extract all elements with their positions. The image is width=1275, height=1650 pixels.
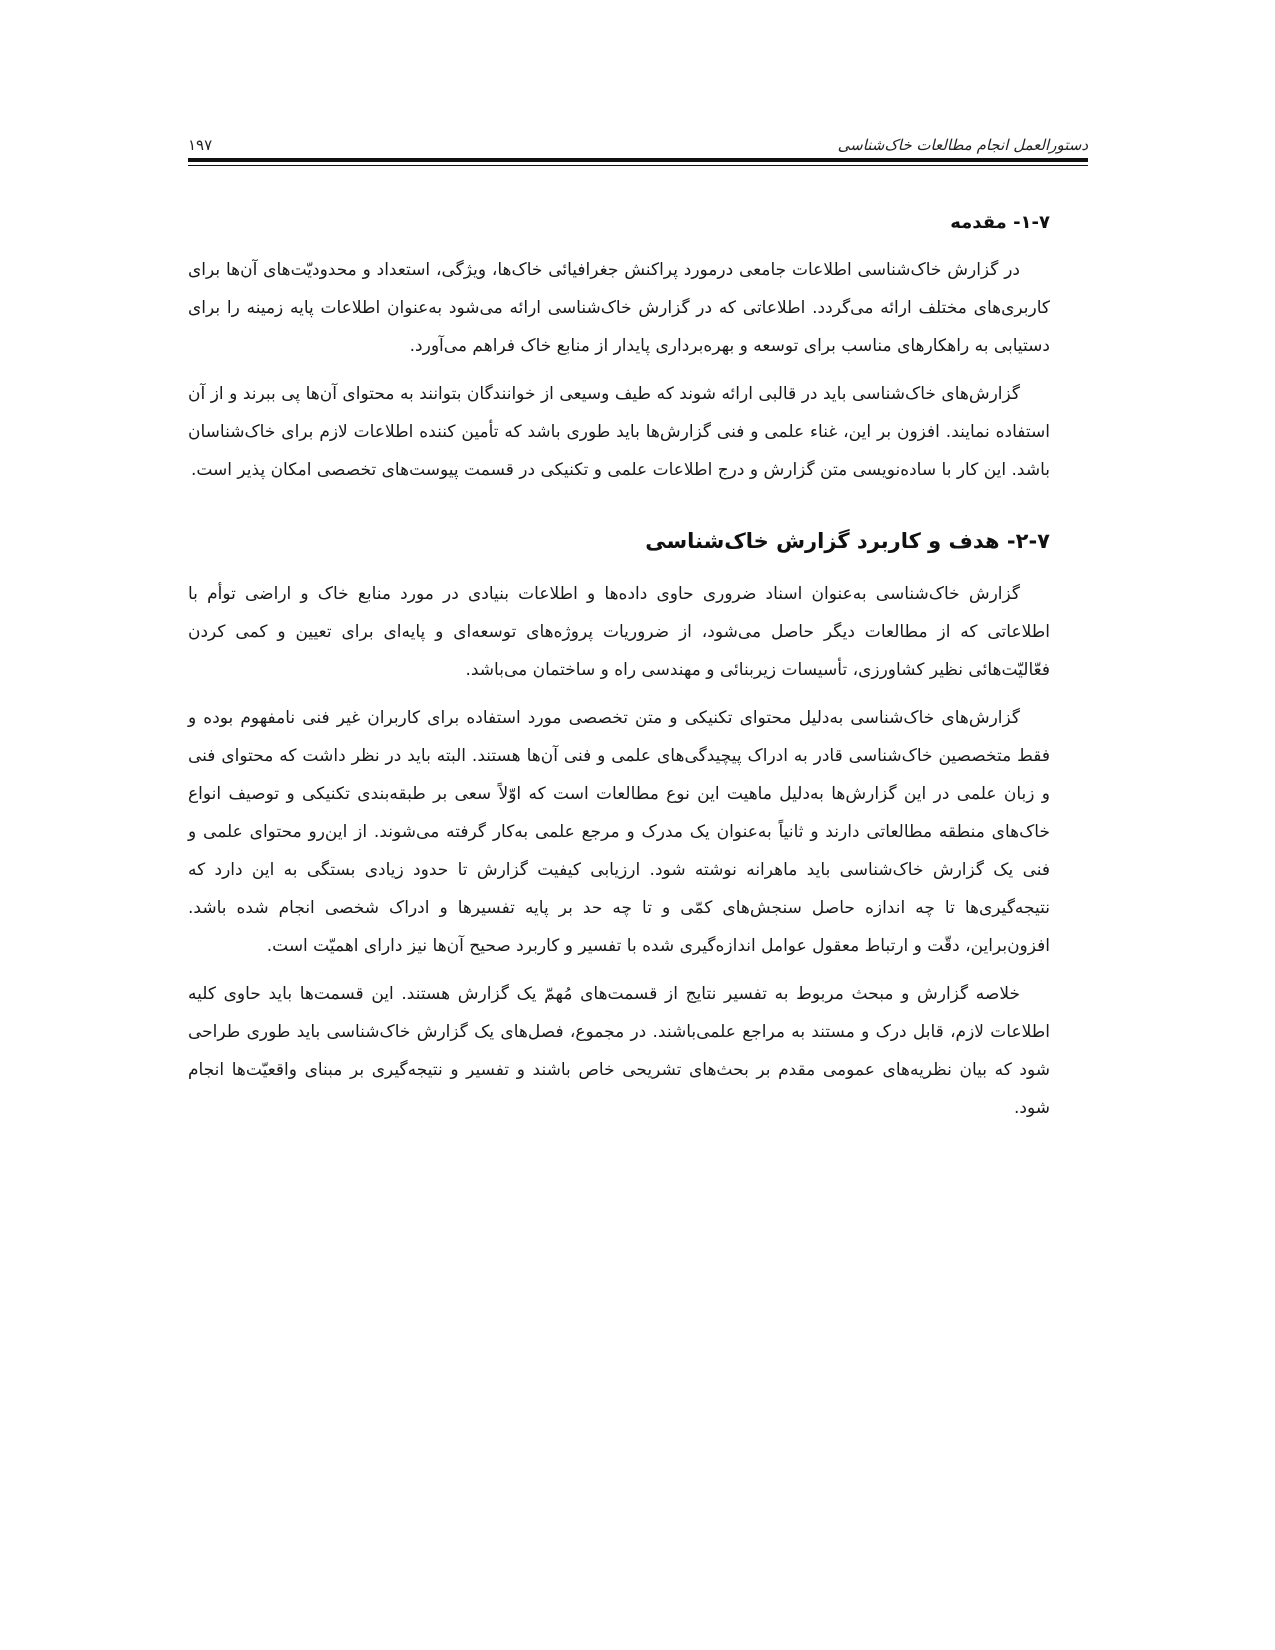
running-header	[188, 124, 1088, 154]
paragraph: گزارش خاک‌شناسی به‌عنوان اسناد ضروری حاوی داده‌ها و اطلاعات بنیادی در مورد منابع خاک و اراضی توأم با اطلاعاتی که از مطالعات دیگر حاصل می‌شود، از ضروریات پروژه‌های توسعه‌ای و پایه‌ای برای تعیین و کمی کردن فعّالیّت‌هائی نظیر کشاورزی، تأسیسات زیربنائی و مهندسی راه و ساختمان می‌باشد.	[188, 584, 1050, 680]
section-heading: ۱-۷- مقدمه	[950, 212, 1050, 233]
paragraph: در گزارش خاک‌شناسی اطلاعات جامعی درمورد پراکنش جغرافیائی خاک‌ها، ویژگی، استعداد و محدودیّت‌های آن‌ها برای کاربری‌های مختلف ارائه می‌گردد. اطلاعاتی که در گزارش خاک‌شناسی ارائه می‌شود به‌عنوان اطلاعات پایه زمینه را برای دستیابی به راهکارهای مناسب برای توسعه و بهره‌برداری پایدار از منابع خاک فراهم می‌آورد.	[188, 260, 1050, 356]
paragraph: گزارش‌های خاک‌شناسی باید در قالبی ارائه شوند که طیف وسیعی از خوانندگان بتوانند به محتوای آن‌ها پی ببرند و از آن استفاده نمایند. افزون بر این، غناء علمی و فنی گزارش‌ها باید طوری باشد که تأمین کننده اطلاعات لازم برای خاک‌شناسان باشد. این کار با ساده‌نویسی متن گزارش و درج اطلاعات علمی و تکنیکی در قسمت پیوست‌های تخصصی امکان پذیر است.	[188, 384, 1050, 480]
paragraph: گزارش‌های خاک‌شناسی به‌دلیل محتوای تکنیکی و متن تخصصی مورد استفاده برای کاربران غیر فنی نامفهوم بوده و فقط متخصصین خاک‌شناسی قادر به ادراک پیچیدگی‌های علمی و فنی آن‌ها هستند. البته باید در نظر داشت که محتوای فنی و زبان علمی در این گزارش‌ها به‌دلیل ماهیت این نوع مطالعات است که اوّلاً سعی بر طبقه‌بندی تکنیکی و توصیف انواع خاک‌های منطقه مطالعاتی دارند و ثانیاً به‌عنوان یک مدرک و مرجع علمی به‌کار گرفته می‌شوند. از این‌رو محتوای علمی و فنی یک گزارش خاک‌شناسی باید ماهرانه نوشته شود. ارزیابی کیفیت گزارش تا حدود زیادی بستگی به این دارد که نتیجه‌گیری‌ها تا چه اندازه حاصل سنجش‌های کمّی و تا چه حد بر پایه تفسیرها و ادراک شخصی انجام شده باشد. افزون‌براین، دقّت و ارتباط معقول عوامل اندازه‌گیری شده با تفسیر و کاربرد صحیح آن‌ها نیز دارای اهمیّت است.	[188, 708, 1050, 956]
paragraph: خلاصه گزارش و مبحث مربوط به تفسیر نتایج از قسمت‌های مُهمّ یک گزارش هستند. این قسمت‌ها باید حاوی کلیه اطلاعات لازم، قابل درک و مستند به مراجع علمی‌باشند. در مجموع، فصل‌های یک گزارش خاک‌شناسی باید طوری طراحی شود که بیان نظریه‌های عمومی مقدم بر بحث‌های تشریحی خاص باشند و تفسیر و نتیجه‌گیری بر مبنای واقعیّت‌ها انجام شود.	[188, 984, 1050, 1118]
header-rule-thick	[188, 158, 1088, 162]
page-number: ۱۹۷	[188, 136, 213, 154]
section-heading: ۲-۷- هدف و کاربرد گزارش خاک‌شناسی	[645, 529, 1050, 553]
running-title: دستورالعمل انجام مطالعات خاک‌شناسی	[837, 136, 1088, 154]
page-content	[188, 212, 1050, 1127]
header-rule-thin	[188, 165, 1088, 166]
section-purpose	[188, 529, 1050, 1127]
section-introduction	[188, 212, 1050, 489]
